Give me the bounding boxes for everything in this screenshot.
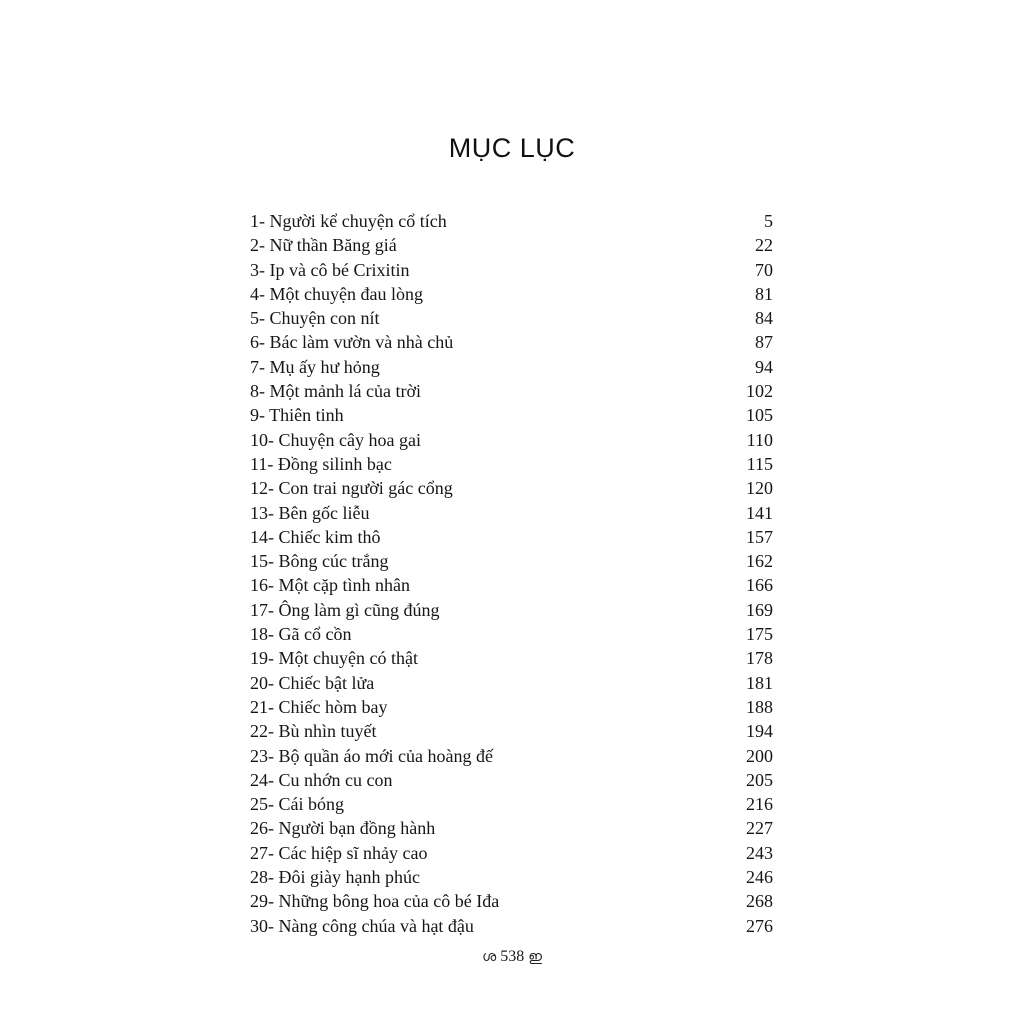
toc-entry bbox=[250, 671, 773, 695]
toc-entry bbox=[250, 841, 773, 865]
toc-entry bbox=[250, 258, 773, 282]
toc-entry-page: 205 bbox=[746, 769, 773, 790]
toc-entry bbox=[250, 646, 773, 670]
toc-entry bbox=[250, 719, 773, 743]
toc-entry-page: 105 bbox=[746, 405, 773, 426]
toc-entry-page: 70 bbox=[755, 259, 773, 280]
page-number: 538 bbox=[500, 948, 525, 965]
toc-entry bbox=[250, 209, 773, 233]
toc-entry-page: 166 bbox=[746, 575, 773, 596]
toc-entry bbox=[250, 598, 773, 622]
toc-entry-title: 8- Một mảnh lá của trời bbox=[250, 381, 421, 402]
toc-entry bbox=[250, 914, 773, 938]
toc-entry-title: 29- Những bông hoa của cô bé Iđa bbox=[250, 891, 500, 912]
toc-entry bbox=[250, 428, 773, 452]
toc-entry-page: 141 bbox=[746, 502, 773, 523]
toc-entry-page: 268 bbox=[746, 891, 773, 912]
toc-entry-title: 3- Ip và cô bé Crixitin bbox=[250, 259, 410, 280]
toc-entry bbox=[250, 306, 773, 330]
toc-entry-page: 194 bbox=[746, 721, 773, 742]
toc-entry-page: 87 bbox=[755, 332, 773, 353]
toc-entry-page: 94 bbox=[755, 356, 773, 377]
toc-entry-title: 28- Đôi giày hạnh phúc bbox=[250, 867, 420, 888]
toc-entry-page: 181 bbox=[746, 672, 773, 693]
toc-entry bbox=[250, 549, 773, 573]
toc-entry-page: 5 bbox=[764, 211, 773, 231]
toc-entry-page: 175 bbox=[746, 624, 773, 645]
toc-entry-page: 115 bbox=[746, 453, 773, 474]
toc-entry-title: 18- Gã cổ cồn bbox=[250, 624, 352, 645]
toc-entry-title: 26- Người bạn đồng hành bbox=[250, 818, 436, 839]
toc-entry bbox=[250, 889, 773, 913]
toc-entry-page: 188 bbox=[746, 696, 773, 717]
toc-entry-title: 19- Một chuyện có thật bbox=[250, 648, 418, 669]
toc-entry-page: 102 bbox=[746, 381, 773, 402]
toc-entry-page: 162 bbox=[746, 551, 773, 572]
toc-entry bbox=[250, 452, 773, 476]
toc-entry-title: 2- Nữ thần Băng giá bbox=[250, 235, 397, 256]
toc-entry-title: 15- Bông cúc trắng bbox=[250, 551, 389, 572]
toc-entry-title: 12- Con trai người gác cổng bbox=[250, 478, 453, 499]
toc-entry-title: 6- Bác làm vườn và nhà chủ bbox=[250, 332, 454, 353]
toc-entry bbox=[250, 501, 773, 525]
toc-entry-title: 17- Ông làm gì cũng đúng bbox=[250, 599, 440, 620]
toc-entry-title: 4- Một chuyện đau lòng bbox=[250, 283, 423, 304]
toc-entry bbox=[250, 282, 773, 306]
toc-entry-page: 110 bbox=[746, 429, 773, 450]
toc-entry-title: 24- Cu nhớn cu con bbox=[250, 769, 393, 790]
toc-entry bbox=[250, 744, 773, 768]
toc-entry bbox=[250, 768, 773, 792]
toc-entry bbox=[250, 379, 773, 403]
toc-entry-page: 84 bbox=[755, 308, 773, 329]
toc-entry-page: 246 bbox=[746, 867, 773, 888]
toc-entry-page: 178 bbox=[746, 648, 773, 669]
toc-entry-page: 216 bbox=[746, 794, 773, 815]
toc-entry-title: 23- Bộ quần áo mới của hoàng đế bbox=[250, 745, 493, 766]
toc-entry-page: 157 bbox=[746, 526, 773, 547]
toc-entry-title: 9- Thiên tinh bbox=[250, 405, 344, 426]
toc-entry-page: 243 bbox=[746, 842, 773, 863]
toc-entry bbox=[250, 792, 773, 816]
toc-entry bbox=[250, 355, 773, 379]
page-title: MỤC LỤC bbox=[448, 133, 576, 163]
toc-entry-title: 22- Bù nhìn tuyết bbox=[250, 721, 377, 742]
left-ornament-icon: ശ bbox=[482, 949, 497, 965]
toc-entry bbox=[250, 695, 773, 719]
toc-entry-title: 5- Chuyện con nít bbox=[250, 308, 380, 329]
toc-entry bbox=[250, 525, 773, 549]
toc-entry-page: 227 bbox=[746, 818, 773, 839]
toc-entry bbox=[250, 622, 773, 646]
table-of-contents bbox=[250, 209, 773, 938]
toc-entry-page: 81 bbox=[755, 283, 773, 304]
toc-entry bbox=[250, 330, 773, 354]
toc-entry bbox=[250, 233, 773, 257]
toc-entry-title: 25- Cái bóng bbox=[250, 794, 344, 815]
toc-entry-page: 169 bbox=[746, 599, 773, 620]
toc-entry-title: 14- Chiếc kim thô bbox=[250, 526, 381, 547]
right-ornament-icon: ഇ bbox=[528, 949, 542, 965]
toc-entry-title: 13- Bên gốc liễu bbox=[250, 502, 370, 523]
toc-entry-title: 7- Mụ ấy hư hỏng bbox=[250, 356, 380, 377]
toc-entry-title: 20- Chiếc bật lửa bbox=[250, 672, 375, 693]
toc-entry bbox=[250, 865, 773, 889]
toc-entry bbox=[250, 403, 773, 427]
toc-entry-title: 30- Nàng công chúa và hạt đậu bbox=[250, 915, 474, 936]
toc-entry-title: 27- Các hiệp sĩ nhảy cao bbox=[250, 842, 428, 863]
toc-entry bbox=[250, 816, 773, 840]
toc-entry-title: 21- Chiếc hòm bay bbox=[250, 696, 388, 717]
toc-entry-page: 22 bbox=[755, 235, 773, 256]
page-number-footer bbox=[0, 948, 1024, 966]
toc-entry-title: 1- Người kể chuyện cổ tích bbox=[250, 211, 447, 231]
toc-entry-title: 11- Đồng silinh bạc bbox=[250, 453, 392, 474]
toc-entry bbox=[250, 573, 773, 597]
toc-entry-page: 120 bbox=[746, 478, 773, 499]
toc-entry-title: 10- Chuyện cây hoa gai bbox=[250, 429, 421, 450]
toc-entry-title: 16- Một cặp tình nhân bbox=[250, 575, 410, 596]
toc-entry-page: 276 bbox=[746, 915, 773, 936]
toc-entry bbox=[250, 476, 773, 500]
toc-entry-page: 200 bbox=[746, 745, 773, 766]
